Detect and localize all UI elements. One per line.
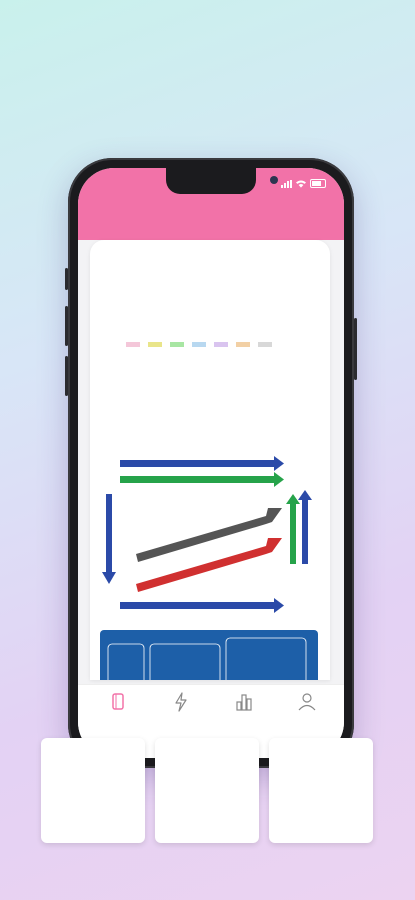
bar-chart-icon [233,691,255,713]
phone-side-button [65,268,68,290]
tab-studovna[interactable] [88,691,148,721]
phone-frame [68,158,354,768]
tab-opravna[interactable] [151,691,211,721]
book-icon [107,691,129,713]
phone-side-button [65,306,68,346]
phone-screen [78,168,344,758]
lightning-icon [170,691,192,713]
element-card-c[interactable] [269,738,373,843]
bottom-arrow [120,598,284,613]
periodic-table-image [90,322,330,680]
element-card-fe[interactable] [155,738,259,843]
phone-side-button [354,318,357,380]
status-icons [281,179,326,188]
notch [166,168,256,194]
signal-icon [281,180,292,188]
tab-analyza[interactable] [214,691,274,721]
battery-icon [310,179,326,188]
phone-side-button [65,356,68,396]
legend [126,342,272,347]
camera-icon [270,176,278,184]
element-card-na[interactable] [41,738,145,843]
block-diagram [100,630,318,680]
wifi-icon [296,180,306,188]
diagonal-arrows [136,508,282,592]
user-icon [296,691,318,713]
tab-profil[interactable] [277,691,337,721]
content-card[interactable] [90,240,330,680]
